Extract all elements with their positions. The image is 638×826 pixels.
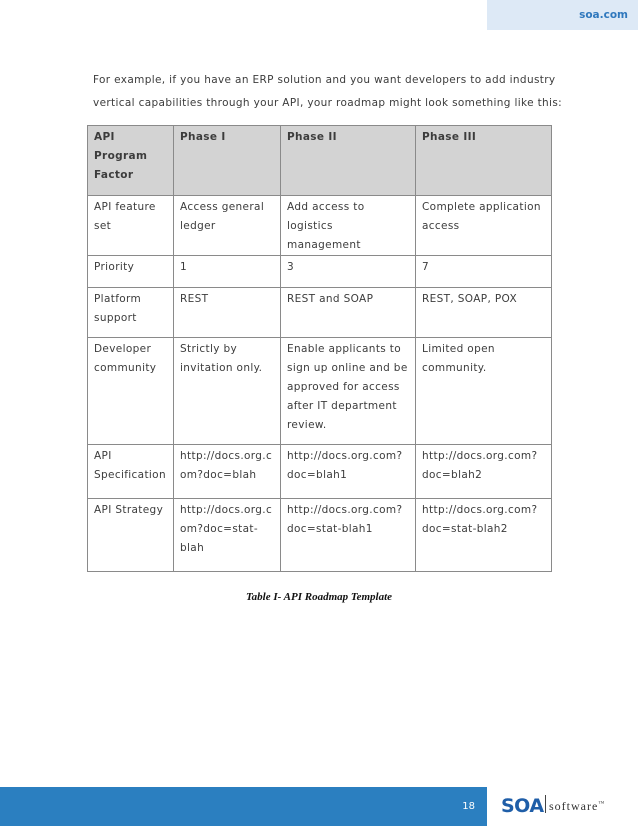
column-header: API Program Factor bbox=[88, 126, 174, 196]
table-cell: Priority bbox=[88, 256, 174, 288]
logo-soa-text: SOA bbox=[501, 795, 544, 817]
table-cell: 1 bbox=[174, 256, 281, 288]
table-cell: Limited open community. bbox=[416, 338, 552, 445]
intro-paragraph bbox=[93, 69, 563, 115]
table-cell: http://docs.org.com?doc=stat-blah2 bbox=[416, 499, 552, 572]
table-row bbox=[88, 499, 552, 572]
table-cell: Enable applicants to sign up online and be approved for access after IT department review. bbox=[281, 338, 416, 445]
roadmap-table bbox=[87, 125, 552, 572]
table-row bbox=[88, 288, 552, 338]
table-caption: Table I- API Roadmap Template bbox=[245, 591, 393, 603]
table-cell: Access general ledger bbox=[174, 196, 281, 256]
table-cell: REST, SOAP, POX bbox=[416, 288, 552, 338]
table-cell: 3 bbox=[281, 256, 416, 288]
header-tab bbox=[487, 0, 638, 30]
table-cell: REST and SOAP bbox=[281, 288, 416, 338]
intro-line: vertical capabilities through your API, your roadmap might look something like this: bbox=[93, 97, 563, 109]
table-cell: API Specification bbox=[88, 445, 174, 499]
column-header: Phase II bbox=[281, 126, 416, 196]
table-row bbox=[88, 196, 552, 256]
intro-line: For example, if you have an ERP solution and you want developers to add industry bbox=[93, 74, 556, 86]
table-cell: Developer community bbox=[88, 338, 174, 445]
column-header: Phase III bbox=[416, 126, 552, 196]
table-cell: Complete application access bbox=[416, 196, 552, 256]
table-cell: Add access to logistics management bbox=[281, 196, 416, 256]
company-logo bbox=[487, 787, 638, 826]
table-cell: http://docs.org.com?doc=stat-blah1 bbox=[281, 499, 416, 572]
logo-software-word: software bbox=[549, 799, 599, 813]
table-cell: http://docs.org.com?doc=blah bbox=[174, 445, 281, 499]
page-number: 18 bbox=[462, 801, 475, 812]
table-row bbox=[88, 256, 552, 288]
table-row bbox=[88, 338, 552, 445]
footer-bar bbox=[0, 787, 487, 826]
table-cell: REST bbox=[174, 288, 281, 338]
table-row bbox=[88, 445, 552, 499]
table-cell: Platform support bbox=[88, 288, 174, 338]
logo-software-text bbox=[549, 799, 605, 814]
table-cell: API Strategy bbox=[88, 499, 174, 572]
column-header: Phase I bbox=[174, 126, 281, 196]
trademark-mark: ™ bbox=[598, 801, 606, 807]
site-link[interactable]: soa.com bbox=[579, 9, 628, 21]
table-header-row bbox=[88, 126, 552, 196]
table-cell: http://docs.org.com?doc=blah2 bbox=[416, 445, 552, 499]
table-cell: 7 bbox=[416, 256, 552, 288]
table-cell: Strictly by invitation only. bbox=[174, 338, 281, 445]
table-cell: http://docs.org.com?doc=blah1 bbox=[281, 445, 416, 499]
logo-divider bbox=[545, 795, 546, 813]
table-cell: API feature set bbox=[88, 196, 174, 256]
table-cell: http://docs.org.com?doc=stat-blah bbox=[174, 499, 281, 572]
